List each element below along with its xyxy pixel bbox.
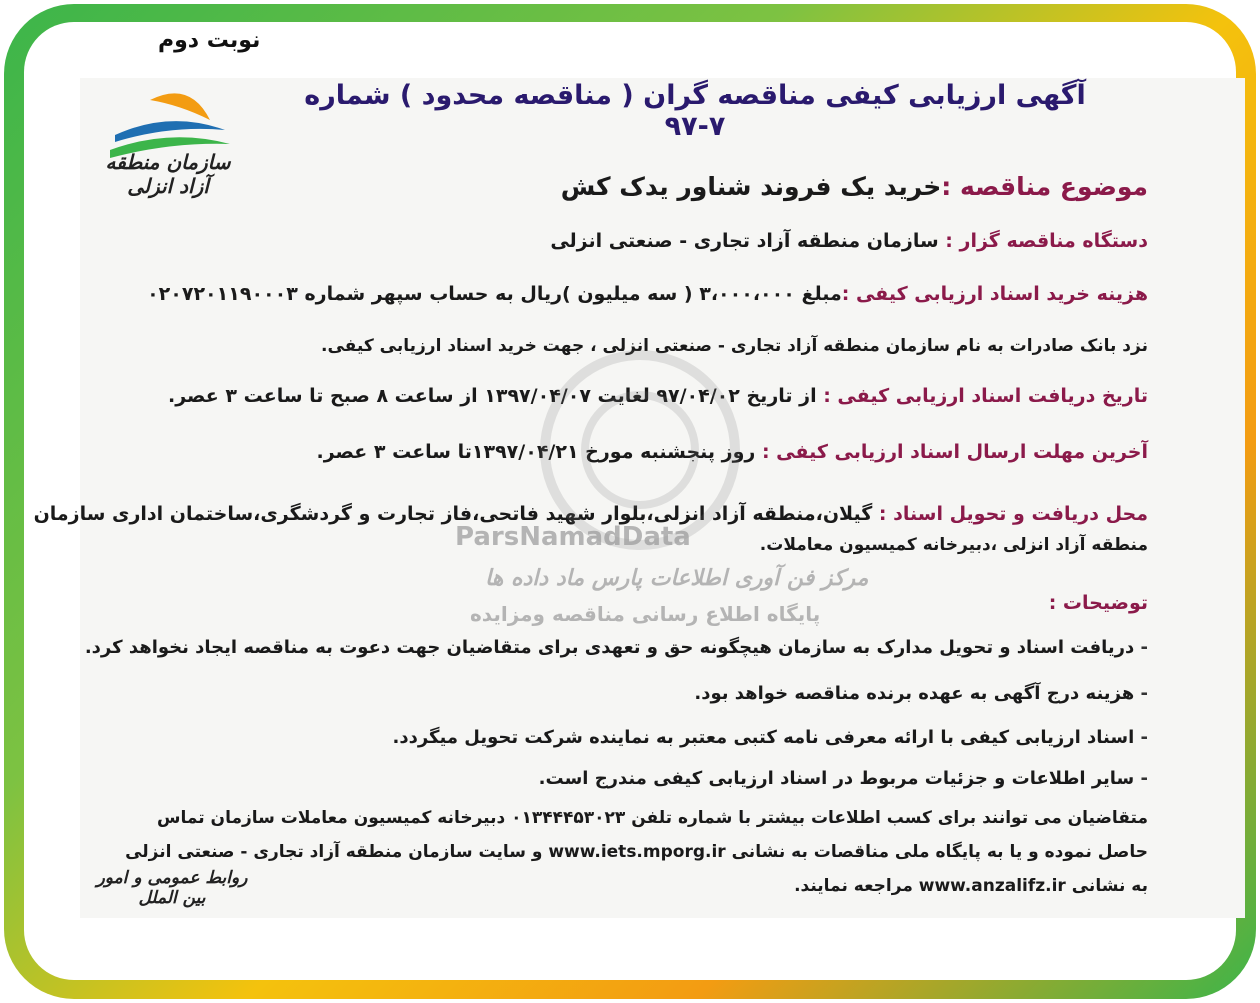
notes-label: توضیحات : bbox=[1048, 592, 1148, 614]
cost-value: مبلغ ۳،۰۰۰،۰۰۰ ( سه میلیون )ریال به حساب سپهر شماره ۰۲۰۷۲۰۱۱۹۰۰۰۳ bbox=[147, 283, 842, 305]
watermark-line1: مرکز فن آوری اطلاعات پارس ماد داده ها bbox=[485, 566, 869, 591]
cost-row bbox=[147, 283, 1148, 305]
subject-label: موضوع مناقصه : bbox=[941, 172, 1148, 201]
cost-line2: نزد بانک صادرات به نام سازمان منطقه آزاد تجاری - صنعتی انزلی ، جهت خرید اسناد ارزیابی کیفی. bbox=[321, 336, 1148, 356]
organizer-label: دستگاه مناقصه گزار : bbox=[945, 230, 1148, 252]
watermark-line2: پایگاه اطلاع رسانی مناقصه ومزایده bbox=[470, 602, 821, 626]
receive-date-row bbox=[168, 385, 1148, 407]
organizer-row bbox=[550, 230, 1148, 252]
logo-text: سازمان منطقه آزاد انزلی bbox=[105, 150, 231, 198]
receive-date-label: تاریخ دریافت اسناد ارزیابی کیفی : bbox=[823, 385, 1148, 407]
note-item: - دریافت اسناد و تحویل مدارک به سازمان هیچگونه حق و تعهدی برای متقاضیان جهت دعوت به مناقصه ایجاد نخواهد کرد. bbox=[84, 637, 1148, 658]
notes-heading bbox=[1049, 592, 1148, 614]
subject-row bbox=[561, 172, 1148, 201]
notice-title: آگهی ارزیابی کیفی مناقصه گران ( مناقصه محدود ) شماره ۷-۹۷ bbox=[304, 80, 1086, 142]
content-panel bbox=[80, 78, 1245, 918]
cost-label: هزینه خرید اسناد ارزیابی کیفی : bbox=[841, 283, 1148, 305]
signature: روابط عمومی و امور بین الملل bbox=[96, 868, 248, 908]
location-label: محل دریافت و تحویل اسناد : bbox=[878, 503, 1148, 525]
contact-line1: متقاضیان می توانند برای کسب اطلاعات بیشتر با شماره تلفن ۰۱۳۴۴۴۵۳۰۲۳ دبیرخانه کمیسیون معاملات سازمان تماس bbox=[157, 808, 1148, 828]
contact-line3: به نشانی www.anzalifz.ir مراجعه نمایند. bbox=[794, 876, 1148, 896]
location-line2: منطقه آزاد انزلی ،دبیرخانه کمیسیون معاملات. bbox=[759, 535, 1148, 555]
receive-date-value: از تاریخ ۹۷/۰۴/۰۲ لغایت ۱۳۹۷/۰۴/۰۷ از ساعت ۸ صبح تا ساعت ۳ عصر. bbox=[168, 385, 817, 407]
deadline-row bbox=[317, 441, 1149, 463]
note-item: - سایر اطلاعات و جزئیات مربوط در اسناد ارزیابی کیفی مندرج است. bbox=[538, 768, 1148, 789]
note-item: - هزینه درج آگهی به عهده برنده مناقصه خواهد بود. bbox=[694, 683, 1148, 704]
round-badge: نوبت دوم bbox=[158, 28, 261, 53]
deadline-value: روز پنجشنبه مورخ ۱۳۹۷/۰۴/۲۱تا ساعت ۳ عصر. bbox=[316, 441, 756, 463]
subject-value: خرید یک فروند شناور یدک کش bbox=[560, 172, 942, 201]
contact-line2: حاصل نموده و یا به پایگاه ملی مناقصات به نشانی www.iets.mporg.ir و سایت سازمان منطقه آزاد تجاری - صنعتی انزلی bbox=[125, 842, 1148, 862]
watermark-latin: ParsNamadData bbox=[455, 522, 691, 552]
location-value: گیلان،منطقه آزاد انزلی،بلوار شهید فاتحی،فاز تجارت و گردشگری،ساختمان اداری سازمان bbox=[33, 503, 873, 525]
organizer-value: سازمان منطقه آزاد تجاری - صنعتی انزلی bbox=[550, 230, 939, 252]
deadline-label: آخرین مهلت ارسال اسناد ارزیابی کیفی : bbox=[761, 441, 1148, 463]
note-item: - اسناد ارزیابی کیفی با ارائه معرفی نامه کتبی معتبر به نماینده شرکت تحویل میگردد. bbox=[392, 727, 1148, 748]
